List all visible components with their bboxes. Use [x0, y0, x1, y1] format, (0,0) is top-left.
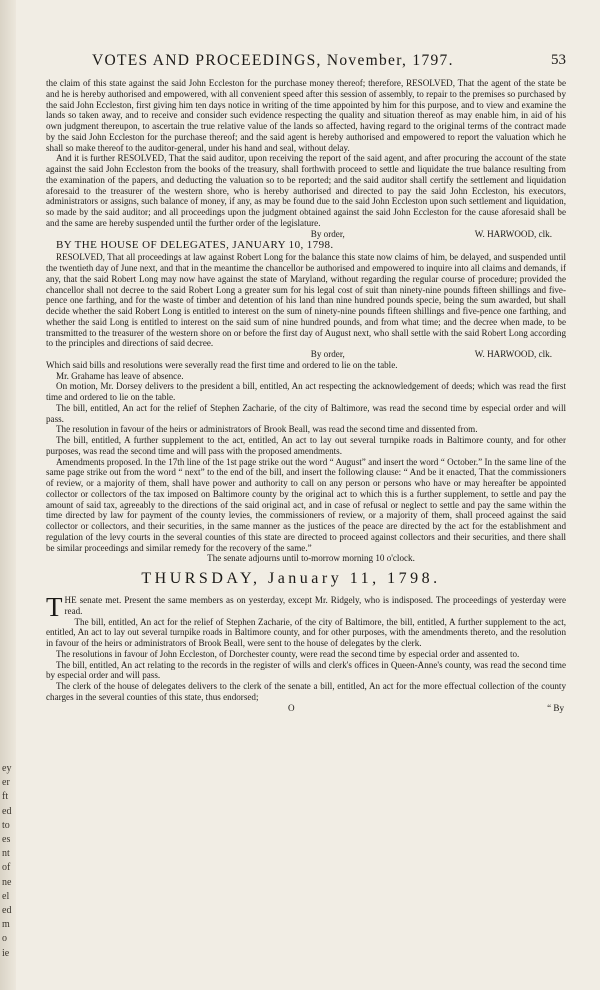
paragraph: The bill, entitled, An act relating to the records in the register of wills and clerk's offices in Queen-Anne's county, was read the second time by especial order and will pass. [46, 659, 566, 681]
paragraph: The bill, entitled, An act for the relief of Stephen Zacharie, of the city of Baltimore, was read the second time by especial order and will pass. [46, 402, 566, 424]
signature-block [46, 349, 566, 360]
margin-fragment: nt [2, 848, 10, 860]
page-footer [46, 703, 566, 714]
by-order-label: By order, [310, 349, 345, 359]
paragraph: The bill, entitled, An act for the relief of Stephen Zacharie, of the city of Baltimore, the bill, entitled, A further supplement to the act, entitled, An act to lay out several turnpike roads in Baltimore county, and for other purposes, with the amendments thereto, and the resolution in favour of the heirs or administrators of Brook Beall, were sent to the house of delegates by the clerk. [46, 616, 566, 648]
opening-paragraph [46, 592, 566, 622]
signature-mark: O [288, 702, 295, 713]
paragraph: And it is further RESOLVED, That the said auditor, upon receiving the report of the said agent, and after procuring the account of the state against the said John Eccleston from the books of the treasury, shall forthwith proceed to settle and liquidate the true balance resulting from the examination of the papers, and deducting the valuation so to be reported; and the said auditor shall certify the settlement and liquidation aforesaid to the treasurer of the western shore, who is hereby authorised and directed to pay the said John Eccleston, his executors, administrators or assigns, such balance of money, if any, as may be found due to the said John Eccleston upon such settlement and liquidation, so made by the said auditor; and all proceedings upon the judgment obtained against the said John Eccleston for the cause aforesaid shall be and the same are hereby suspended until the further order of the legislature. [46, 153, 566, 228]
margin-fragment: m [2, 919, 10, 931]
page-header [46, 52, 566, 76]
margin-fragment: ey [2, 763, 12, 774]
signature-block [46, 229, 566, 240]
margin-fragment: ft [2, 791, 9, 803]
clerk-signature: W. HARWOOD, clk. [474, 349, 552, 359]
margin-fragment: of [2, 862, 11, 874]
margin-fragment: ed [2, 905, 12, 917]
margin-fragment: ed [2, 805, 12, 817]
margin-fragment: es [2, 834, 11, 846]
margin-fragment: er [2, 777, 10, 789]
margin-fragment: el [2, 890, 10, 902]
adjournment-line: The senate adjourns until to-morrow morning 10 o'clock. [207, 553, 415, 564]
paragraph: The clerk of the house of delegates delivers to the clerk of the senate a bill, entitled, An act for the more effectual collection of the county charges in the several counties of this state, thus endorsed; [46, 681, 566, 702]
drop-cap: T [46, 592, 63, 622]
running-title: VOTES AND PROCEEDINGS, November, 1797. [92, 52, 454, 69]
paragraph: The bill, entitled, A further supplement to the act, entitled, An act to lay out several turnpike roads in Baltimore county, and for other purposes, was read the second time and will pass with the proposed amendments. [46, 435, 566, 456]
margin-fragment: o [2, 933, 7, 945]
paragraph: The resolution in favour of the heirs or administrators of Brook Beall, was read the second time and dissented from. [56, 424, 478, 435]
paragraph: Amendments proposed. In the 17th line of the 1st page strike out the word “ August” and insert the word “ October.” In the same line of the same page strike out from the word “ next” to the end of the bill, and insert the following clause: “ And be it enacted, That the commissioners of review, or a majority of them, shall have power and authority to call on any person or persons who have or may hereafter be appointed collector or collectors of the tax imposed on Baltimore county by the original act to which this is a further supplement, to settle and pay the amount of said tax, agreeably to the directions of the said original act, and in case of refusal or neglect to settle and pay the same within the time directed by law for payment of the county levies, the commissioners of review, or a majority of them, shall proceed against the said collector or collectors, and their securities, in the same manner as the justices of the peace are directed by the act for the establishment and regulation of the levy courts in the several counties of this state are directed to proceed against collectors and their securities, and there shall be similar proceedings and similar remedy for the recovery of the same.” [46, 456, 566, 553]
body-text [46, 78, 566, 714]
by-order-label: By order, [310, 228, 345, 239]
clerk-signature: W. HARWOOD, clk. [474, 228, 552, 239]
paragraph: the claim of this state against the said John Eccleston for the purchase money thereof; therefore, RESOLVED, That the agent of the state be and he is hereby authorised and empowered, with all convenient speed after this session of assembly, to repair to the premises so purchased by the said John Eccleston, first giving him ten days notice in writing of the time appointed by him for this purpose, and to view and examine the lands so taken away, and to receive and consider such evidence respecting the quality and situation thereof as may enable him, in aid of his own judgment thereupon, to ascertain the true relative value of the lands so affected, having regard to the original terms of the contract made by the said John Eccleston for the purchase thereof; and the said agent is hereby authorised and empowered to report the valuation which he shall so make thereof to the auditor-general, under his hand and seal, without delay. [46, 78, 566, 153]
margin-fragment: ie [2, 947, 10, 959]
margin-fragment: to [2, 819, 10, 831]
paragraph: On motion, Mr. Dorsey delivers to the president a bill, entitled, An act respecting the acknowledgement of deeds; which was read the first time and ordered to lie on the table. [46, 381, 566, 402]
catchword: “ By [547, 702, 564, 713]
day-heading: THURSDAY, January 11, 1798. [141, 570, 441, 587]
paragraph: The resolutions in favour of John Eccleston, of Dorchester county, were read the second time by especial order and assented to. [56, 648, 520, 659]
paragraph: Mr. Grahame has leave of absence. [56, 370, 184, 381]
paragraph: Which said bills and resolutions were severally read the first time and ordered to lie on the table. [46, 359, 398, 370]
resolution: RESOLVED, That all proceedings at law against Robert Long for the balance this state now claims of him, be delayed, and suspended until the twentieth day of June next, and that in the meantime the chancellor be authorised and empowered to inquire into all claims and demands, if any, that the said Robert Long may now have against the state of Maryland, without regarding the regular course of procedure; provided the chancellor shall not decree to the said Robert Long a greater sum for his legal cost of suit than ninety-nine pounds fifteen shillings and five-pence one farthing, and for the waste of timber and detention of his land than nine hundred pounds specie, being the sum awarded, but shall decide whether the said Robert Long is entitled to interest on the sum of ninety-nine pounds fifteen shillings and five-pence one farthing, and whether the said Long is entitled to interest on the said sum of nine hundred pounds, and from what time; and the decree when made, to be transmitted to the treasurer of the western shore on or before the first day of August next, who shall settle with the said Robert Long according to the principles and directions of said decree. [46, 252, 566, 349]
margin-bleed-fragments [2, 762, 14, 961]
opening-paragraph-text: HE senate met. Present the same members as on yesterday, except Mr. Ridgely, who is indisposed. The proceedings of yesterday were read. [64, 595, 566, 616]
house-of-delegates-heading: BY THE HOUSE OF DELEGATES, JANUARY 10, 1798. [56, 239, 334, 252]
page-number: 53 [551, 52, 566, 68]
margin-fragment: ne [2, 876, 12, 888]
